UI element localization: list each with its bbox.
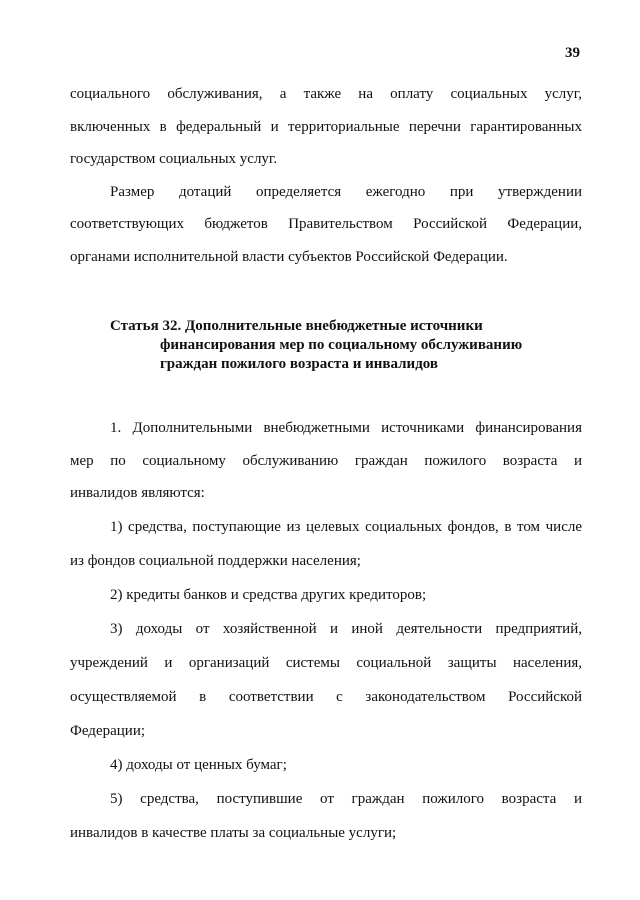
article-heading [70, 317, 582, 374]
text-line: включенных в федеральный и территориальные перечни гарантированных [70, 118, 582, 135]
heading-line: финансирования мер по социальному обслуживанию [160, 337, 523, 353]
list-item-1 [70, 510, 582, 578]
text-line: учреждений и организаций системы социальной защиты населения, [70, 654, 582, 671]
text-line: 1) средства, поступающие из целевых социальных фондов, в том числе [110, 518, 582, 535]
list-item-5 [70, 782, 582, 850]
text-line: социального обслуживания, а также на оплату социальных услуг, [70, 86, 582, 102]
page-content [70, 78, 582, 850]
text-line: органами исполнительной власти субъектов Российской Федерации. [70, 248, 508, 265]
list-item-3 [70, 612, 582, 748]
text-line: из фондов социальной поддержки населения; [70, 552, 361, 569]
text-line: государством социальных услуг. [70, 151, 278, 167]
text-line: мер по социальному обслуживанию граждан пожилого возраста и [70, 452, 582, 469]
list-item-4 [70, 748, 582, 782]
text-line: инвалидов являются: [70, 485, 205, 501]
text-line: 4) доходы от ценных бумаг; [110, 756, 287, 773]
text-line: 2) кредиты банков и средства других кредиторов; [110, 586, 427, 603]
text-line: 3) доходы от хозяйственной и иной деятельности предприятий, [110, 620, 582, 637]
page-number: 39 [565, 45, 580, 61]
paragraph-subsidies [70, 176, 582, 274]
list-item-2 [70, 578, 582, 612]
heading-line: граждан пожилого возраста и инвалидов [160, 356, 439, 372]
paragraph-item-1 [70, 412, 582, 510]
text-line: осуществляемой в соответствии с законодательством Российской [70, 688, 582, 705]
text-line: инвалидов в качестве платы за социальные услуги; [70, 824, 397, 841]
text-line: 5) средства, поступившие от граждан пожилого возраста и [110, 790, 582, 807]
text-line: Федерации; [70, 722, 146, 739]
text-line: 1. Дополнительными внебюджетными источниками финансирования [110, 420, 582, 436]
heading-line: Статья 32. Дополнительные внебюджетные источники [110, 318, 483, 334]
paragraph-continuation [70, 78, 582, 176]
text-line: Размер дотаций определяется ежегодно при утверждении [110, 183, 582, 200]
text-line: соответствующих бюджетов Правительством Российской Федерации, [70, 216, 582, 232]
